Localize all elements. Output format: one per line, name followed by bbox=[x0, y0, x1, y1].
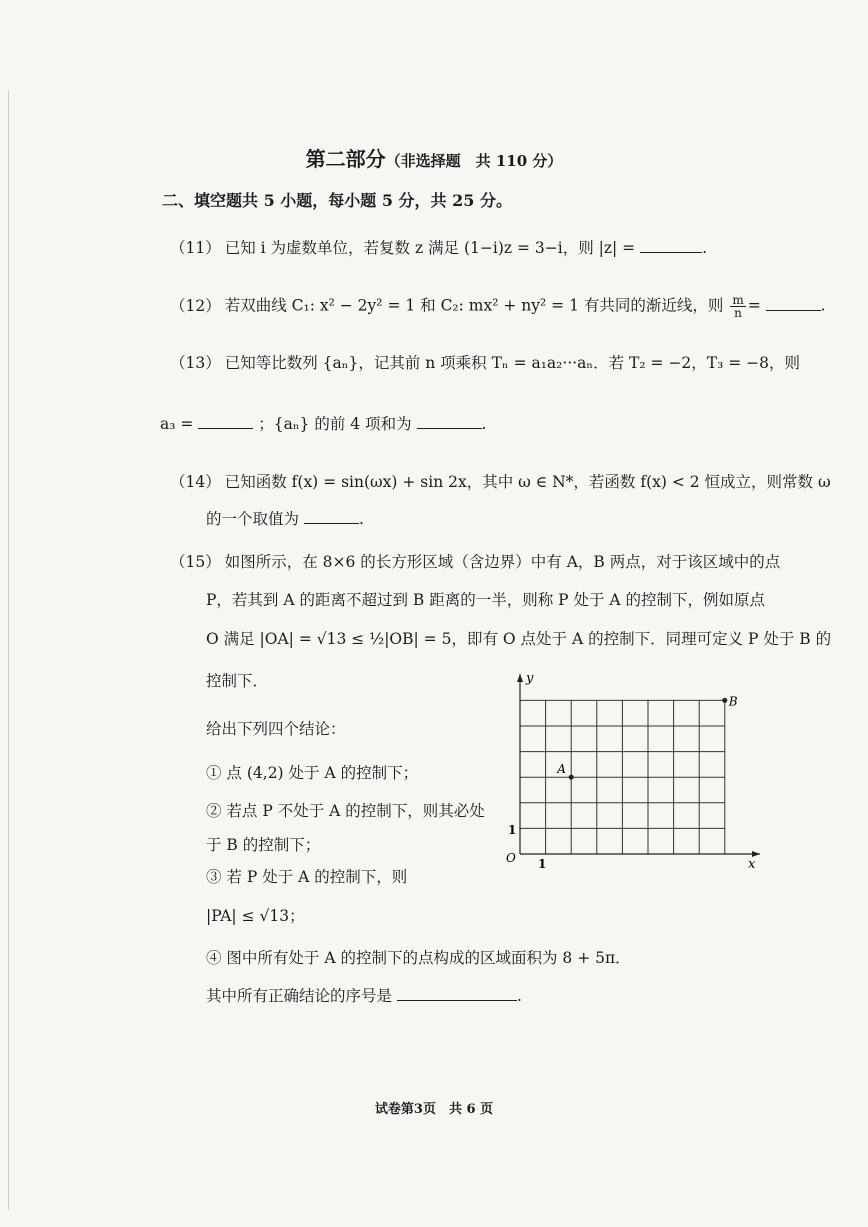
q15-answer-blank[interactable] bbox=[397, 986, 517, 1001]
q14-answer-blank[interactable] bbox=[304, 509, 359, 524]
q12-number: （12） bbox=[170, 296, 221, 315]
point-b bbox=[722, 698, 727, 703]
q14-number: （14） bbox=[170, 473, 221, 491]
scan-edge bbox=[8, 90, 9, 1210]
point-a bbox=[569, 775, 574, 780]
q12-answer-blank[interactable] bbox=[766, 296, 821, 311]
question-11: （11） 已知 i 为虚数单位，若复数 z 满足 (1−i)z = 3−i，则 |z| = . bbox=[170, 239, 708, 257]
q15-ask: 其中所有正确结论的序号是 . bbox=[206, 987, 522, 1005]
section-heading: 二、填空题共 5 小题，每小题 5 分，共 25 分。 bbox=[162, 191, 512, 210]
question-13 bbox=[170, 352, 800, 374]
q12-text: 若双曲线 C₁: x² − 2y² = 1 和 C₂: mx² + ny² = 1 有共同的渐近线，则 bbox=[224, 296, 724, 315]
page-footer: 试卷第3页 共 6 页 bbox=[374, 1102, 494, 1117]
q13-sum-text: ；{aₙ} 的前 4 项和为 bbox=[258, 415, 412, 433]
q12-fraction bbox=[730, 294, 745, 319]
q12-frac-num: m bbox=[732, 293, 744, 307]
part-title bbox=[0, 143, 868, 172]
coordinate-grid-figure bbox=[498, 668, 768, 878]
q13-number: （13） bbox=[170, 354, 221, 372]
question-13-line2: a₃ = ；{aₙ} 的前 4 项和为 . bbox=[160, 415, 487, 433]
grid-lines bbox=[520, 700, 725, 854]
q15-conclusion-3a: ③ 若 P 处于 A 的控制下，则 bbox=[206, 868, 408, 886]
point-a-label: A bbox=[557, 762, 566, 777]
origin-label: O bbox=[506, 851, 516, 865]
q11-number: （11） bbox=[170, 239, 221, 257]
q14-text: 已知函数 f(x) = sin(ωx) + sin 2x，其中 ω ∈ N*，若函数 f(x) < 2 恒成立，则常数 ω bbox=[224, 473, 831, 491]
q13-a3: a₃ = bbox=[160, 415, 194, 433]
x-axis-label: x bbox=[748, 857, 756, 872]
q15-number: （15） bbox=[170, 553, 221, 571]
q15-line1: 如图所示，在 8×6 的长方形区域（含边界）中有 A，B 两点，对于该区域中的点 bbox=[224, 553, 781, 571]
q15-conclusion-2b: 于 B 的控制下； bbox=[206, 836, 321, 854]
y-axis-label: y bbox=[526, 671, 534, 686]
q11-answer-blank[interactable] bbox=[640, 238, 702, 253]
question-12: （12） 若双曲线 C₁: x² − 2y² = 1 和 C₂: mx² + ny² = 1 有共同的渐近线，则 $\frac{m}{n}$ = . bbox=[170, 293, 826, 320]
q11-text: 已知 i 为虚数单位，若复数 z 满足 (1−i)z = 3−i，则 |z| = bbox=[224, 239, 636, 257]
y-tick-label: 1 bbox=[508, 823, 517, 837]
question-15-line3: O 满足 |OA| = √13 ≤ ½|OB| = 5，即有 O 点处于 A 的控制下．同理可定义 P 处于 B 的 bbox=[206, 630, 832, 648]
q13-a3-blank[interactable] bbox=[198, 414, 253, 429]
q13-sum-blank[interactable] bbox=[417, 414, 482, 429]
q15-ask-text: 其中所有正确结论的序号是 bbox=[206, 987, 393, 1005]
q15-intro: 给出下列四个结论： bbox=[206, 720, 346, 738]
part-title-main: 第二部分 bbox=[305, 147, 386, 171]
point-b-label: B bbox=[728, 694, 738, 709]
q15-conclusion-4: ④ 图中所有处于 A 的控制下的点构成的区域面积为 8 + 5π． bbox=[206, 949, 631, 967]
q15-conclusion-3b: |PA| ≤ √13； bbox=[206, 907, 305, 925]
y-axis-arrow-icon bbox=[517, 674, 523, 682]
question-15-line1 bbox=[170, 551, 780, 573]
q15-conclusion-2a: ② 若点 P 不处于 A 的控制下，则其必处 bbox=[206, 802, 485, 820]
q15-conclusion-1: ① 点 (4,2) 处于 A 的控制下； bbox=[206, 764, 419, 782]
question-14-line2: 的一个取值为 . bbox=[206, 510, 364, 528]
question-15-line4: 控制下． bbox=[206, 672, 269, 690]
question-14 bbox=[170, 471, 831, 493]
q12-eq: = bbox=[747, 296, 761, 315]
q13-text: 已知等比数列 {aₙ}，记其前 n 项乘积 Tₙ = a₁a₂···aₙ．若 T₂ = −2，T₃ = −8，则 bbox=[224, 354, 801, 372]
q12-frac-den: n bbox=[734, 306, 742, 320]
question-15-line2: P，若其到 A 的距离不超过到 B 距离的一半，则称 P 处于 A 的控制下，例如原点 bbox=[206, 591, 766, 609]
q14-line2-text: 的一个取值为 bbox=[206, 510, 300, 528]
x-tick-label: 1 bbox=[538, 857, 547, 871]
part-title-sub: （非选择题 共 110 分） bbox=[385, 152, 563, 170]
